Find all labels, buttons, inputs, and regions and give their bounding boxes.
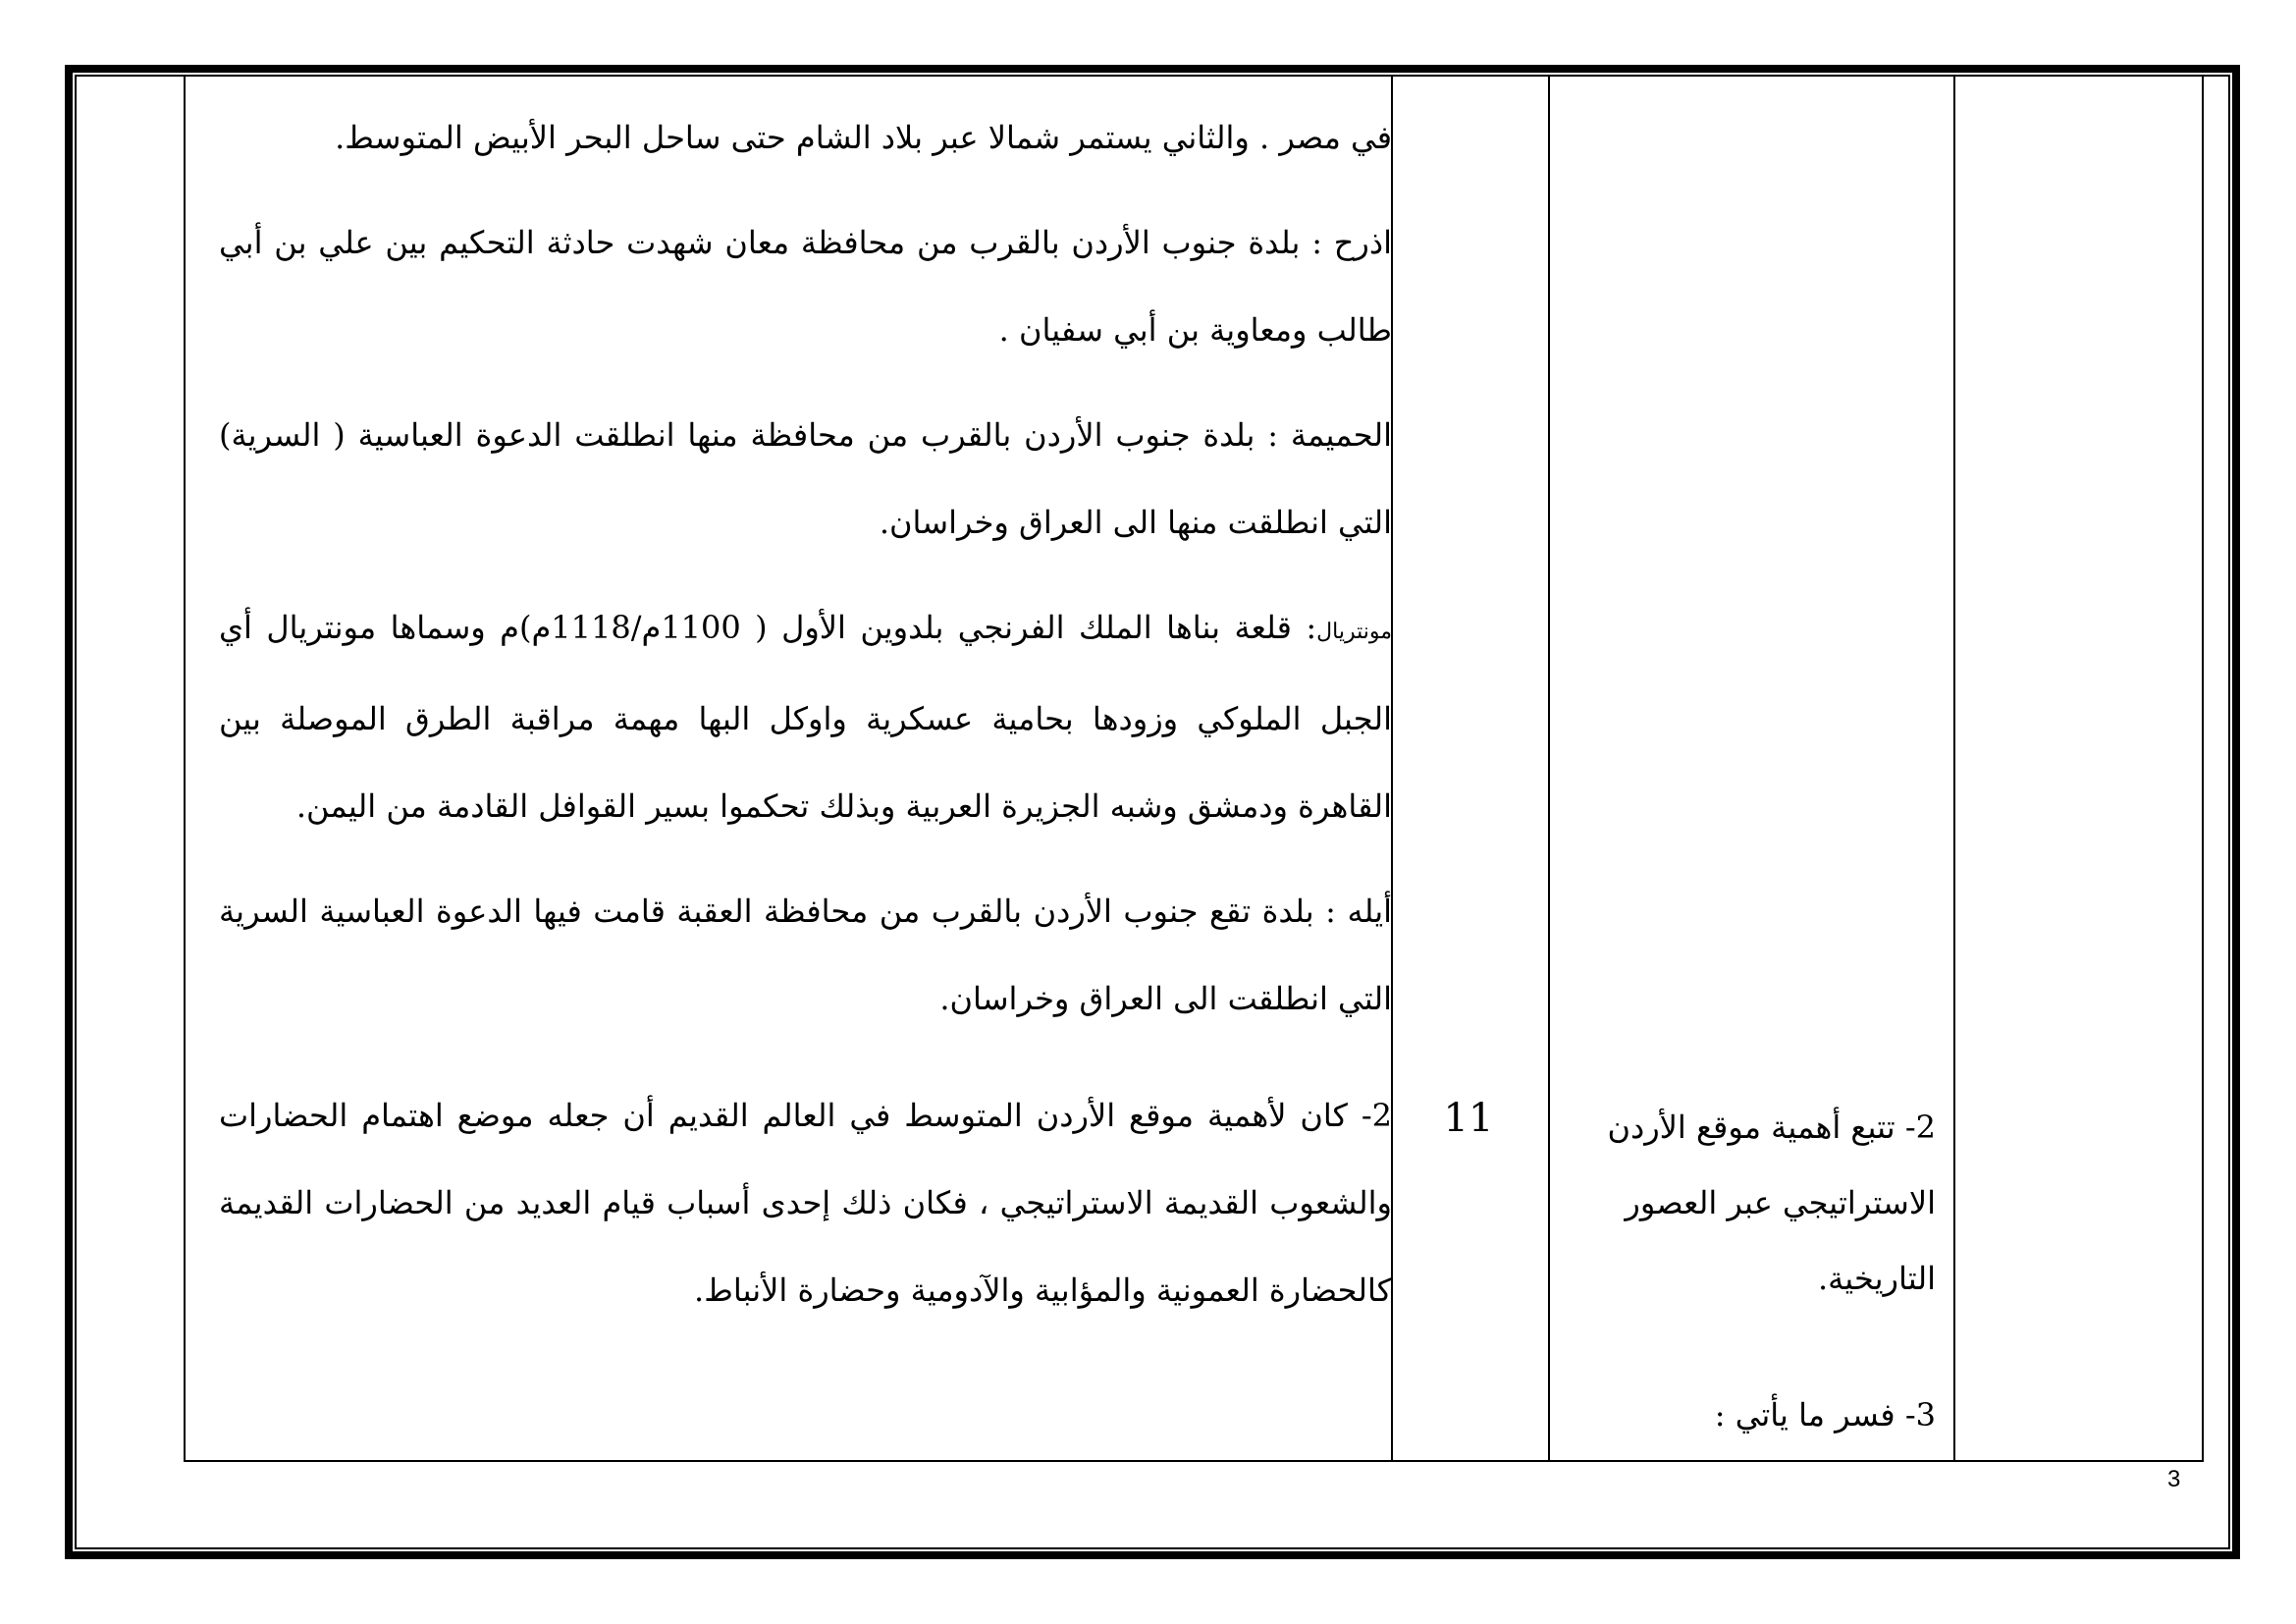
- objective-spacer: [1573, 1317, 1936, 1378]
- lesson-table: [184, 75, 2204, 1462]
- objective-cell: [1549, 75, 1953, 1460]
- content-paragraph: 2- كان لأهمية موقع الأردن المتوسط في العالم القديم أن جعله موضع اهتمام الحضارات والشعوب القديمة الاستراتيجي ، فكان ذلك إحدى أسباب قيام العديد من الحضارات القديمة كالحضارة العمونية والمؤابية والآدومية وحضارة الأنباط.: [219, 1097, 1392, 1309]
- content-cell: [219, 75, 1392, 1460]
- page-number: 3: [2167, 1466, 2181, 1492]
- column-divider: [1953, 75, 1955, 1460]
- content-paragraph: الحميمة : بلدة جنوب الأردن بالقرب من محافظة منها انطلقت الدعوة العباسية ( السرية) التي انطلقت منها الى العراق وخراسان.: [219, 416, 1393, 541]
- objective-item: 2- تتبع أهمية موقع الأردن الاستراتيجي عبر العصور التاريخية.: [1607, 1109, 1936, 1297]
- term-definition: : قلعة بناها الملك الفرنجي بلدوين الأول ( 1100م/1118م)م وسماها مونتريال أي الجبل الملوكي وزودها بحامية عسكرية واوكل البها مهمة مراقبة الطرق الموصلة بين القاهرة ودمشق وشبه الجزيرة العربية وبذلك تحكموا بسير القوافل القادمة من اليمن.: [219, 609, 1392, 825]
- objective-item: 3- فسر ما يأتي :: [1714, 1396, 1936, 1434]
- term-label: مونتريال: [1316, 620, 1393, 644]
- content-paragraph: اذرح : بلدة جنوب الأردن بالقرب من محافظة معان شهدت حادثة التحكيم بين علي بن أبي طالب ومعاوية بن أبي سفيان .: [219, 224, 1392, 349]
- content-paragraph: في مصر . والثاني يستمر شمالا عبر بلاد الشام حتى ساحل البحر الأبيض المتوسط.: [335, 119, 1392, 156]
- period-number-cell: [1390, 75, 1547, 1460]
- period-number: 11: [1443, 1096, 1494, 1141]
- content-paragraph: أيله : بلدة تقع جنوب الأردن بالقرب من محافظة العقبة قامت فيها الدعوة العباسية السرية التي انطلقت الى العراق وخراسان.: [219, 893, 1392, 1017]
- content-paragraph: [219, 584, 1392, 850]
- objective-list: [1573, 1090, 1936, 1453]
